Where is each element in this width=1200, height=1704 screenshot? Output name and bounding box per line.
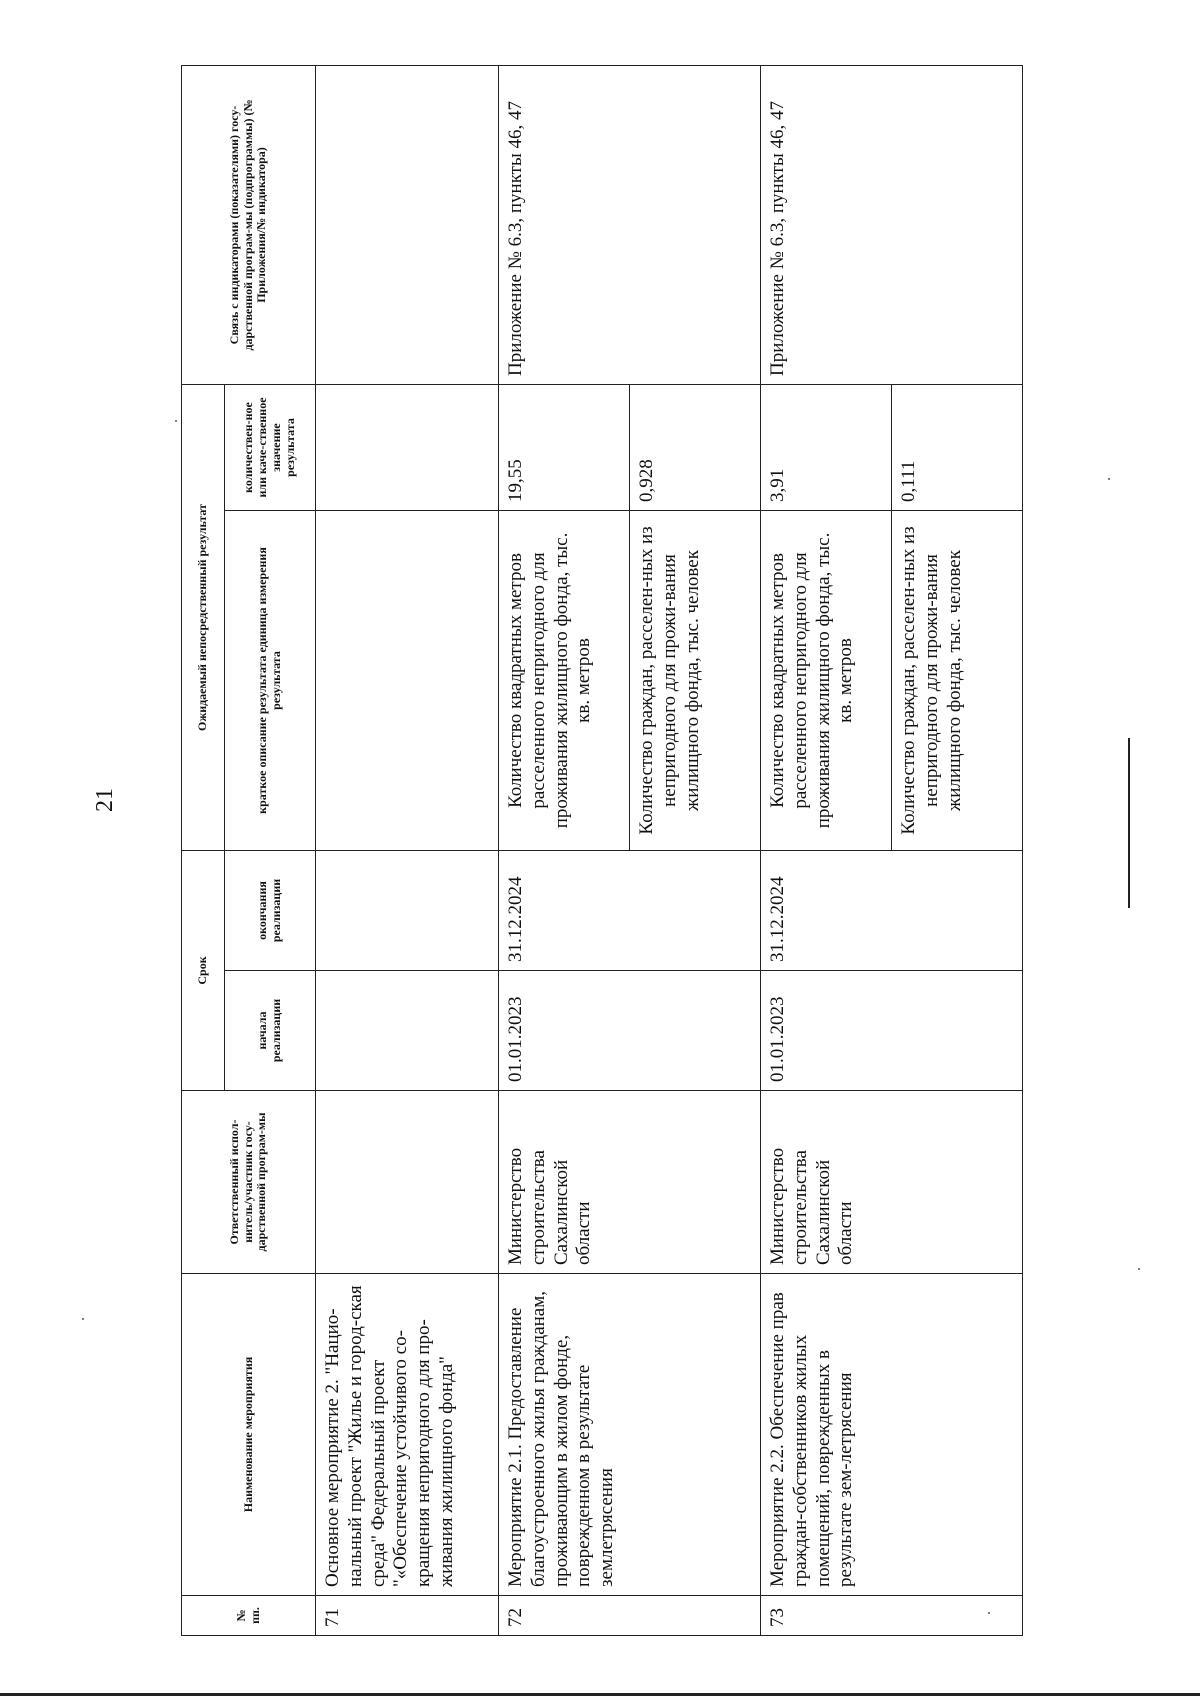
- table-row: [316, 65, 499, 1635]
- row-result-value: 0,111: [892, 384, 1023, 510]
- row-link: [316, 65, 499, 384]
- row-end: 31.12.2024: [761, 850, 1023, 970]
- row-end: [316, 850, 499, 970]
- row-link: Приложение № 6.3, пункты 46, 47: [499, 65, 761, 384]
- row-result-desc: Количество квадратных метров расселенного непригодного для проживания жилищного фонда, тыс. кв. метров: [761, 510, 892, 850]
- header-result-value: количествен-ное или каче-ственное значение результата: [225, 384, 316, 510]
- row-start: 01.01.2023: [761, 971, 1023, 1091]
- scan-speck: [82, 1318, 84, 1320]
- measures-table: [181, 65, 1023, 1636]
- row-num: 73: [761, 1596, 1023, 1636]
- row-result-value: 0,928: [630, 384, 761, 510]
- table-row: [761, 65, 892, 1635]
- row-end: 31.12.2024: [499, 850, 761, 970]
- row-responsible: Министерство строительства Сахалинской области: [761, 1091, 1023, 1274]
- header-start: начала реализации: [225, 971, 316, 1091]
- header-num: № пп.: [182, 1596, 316, 1636]
- row-num: 72: [499, 1596, 761, 1636]
- row-responsible: Министерство строительства Сахалинской области: [499, 1091, 761, 1274]
- row-name: Мероприятие 2.2. Обеспечение прав граждан-собственников жилых помещений, поврежденных в результате зем-летрясения: [761, 1274, 1023, 1596]
- end-separator-line: [1128, 738, 1130, 908]
- row-result-desc: Количество граждан, расселен-ных из непригодного для прожи-вания жилищного фонда, тыс. человек: [892, 510, 1023, 850]
- header-result-desc: краткое описание результата единица измерения результата: [225, 510, 316, 850]
- row-num: 71: [316, 1596, 499, 1636]
- row-name: Основное мероприятие 2. "Нацио-нальный проект "Жилье и город-ская среда" Федеральный проект "«Обеспечение устойчивого со-кращения непригодного для про-живания жилищного фонда": [316, 1274, 499, 1596]
- scan-speck: [1138, 1268, 1140, 1270]
- row-link: Приложение № 6.3, пункты 46, 47: [761, 65, 1023, 384]
- scan-speck: [1108, 478, 1110, 480]
- header-result: Ожидаемый непосредственный результат: [182, 384, 225, 850]
- header-period: Срок: [182, 850, 225, 1090]
- header-end: окончания реализации: [225, 850, 316, 970]
- row-responsible: [316, 1091, 499, 1274]
- row-result-desc: [316, 510, 499, 850]
- scan-speck: [988, 1612, 990, 1614]
- row-start: 01.01.2023: [499, 971, 761, 1091]
- row-result-value: [316, 384, 499, 510]
- row-result-desc: Количество граждан, расселен-ных из непригодного для прожи-вания жилищного фонда, тыс. человек: [630, 510, 761, 850]
- header-responsible: Ответственный испол-нитель/участник госу-дарственной програм-мы: [182, 1091, 316, 1274]
- row-start: [316, 971, 499, 1091]
- scan-edge-line: [0, 1693, 1200, 1696]
- row-result-desc: Количество квадратных метров расселенного непригодного для проживания жилищного фонда, тыс. кв. метров: [499, 510, 630, 850]
- scan-speck: [175, 420, 177, 422]
- header-link: Связь с индикаторами (показателями) госу-дарственной програм-мы (подпрограммы) (№ Приложения/№ индикатора): [182, 65, 316, 384]
- row-result-value: 19,55: [499, 384, 630, 510]
- page-number: 21: [92, 788, 118, 812]
- row-result-value: 3,91: [761, 384, 892, 510]
- table-row: [499, 65, 630, 1635]
- header-name: Наименование мероприятия: [182, 1274, 316, 1596]
- row-name: Мероприятие 2.1. Предоставление благоустроенного жилья гражданам, проживающим в жилом фонде, поврежденном в результате землетрясения: [499, 1274, 761, 1596]
- header-row-top: [182, 65, 225, 1635]
